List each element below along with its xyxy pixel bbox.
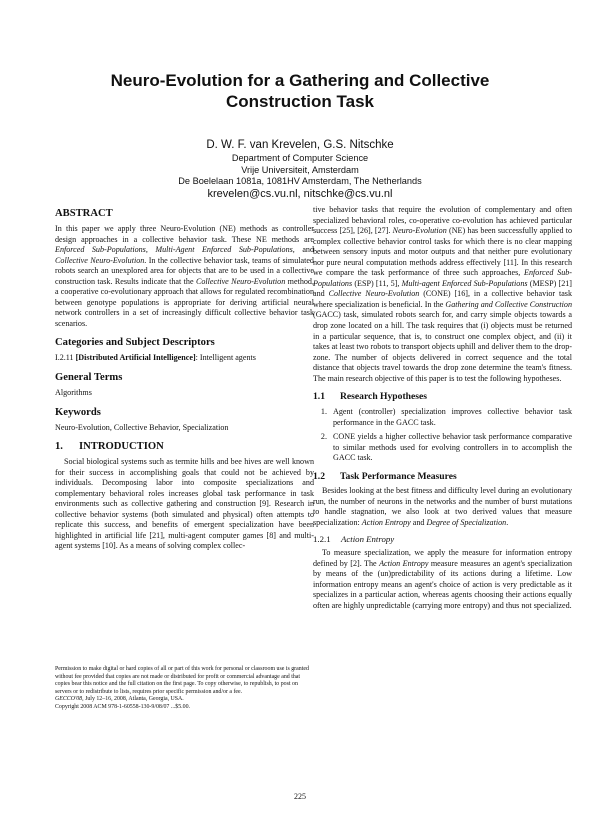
- copyright-line: Copyright 2008 ACM 978-1-60558-130-9/08/07 ...$5.00.: [55, 703, 190, 710]
- categories-heading: Categories and Subject Descriptors: [55, 337, 215, 349]
- venue-line: GECCO'08, July 12–16, 2008, Atlanta, Georgia, USA.: [55, 696, 184, 703]
- measures-text: Besides looking at the best fitness and difficulty level during an evolutionary run, the number of neurons in the networks and the number of burst mutations to handle stagnation, we also look at two derived values that measure specialization: Action Entropy and Degree of Specialization.: [313, 486, 572, 527]
- author-names: D. W. F. van Krevelen, G.S. Nitschke: [206, 139, 394, 151]
- abstract-heading: ABSTRACT: [55, 208, 113, 219]
- introduction-text: Social biological systems such as termite hills and bee hives are well known for their success in accomplishing goals that could not be achieved by individuals. Decomposing labor into composite specializations and complementary behavioral roles increases global task performance in task environments such as collective gathering and construction [9]. Research in collective behavior systems (both simulated and physical) often attempts to replicate this success, and benefits of emergent specialization have been highlighted in artificial life [21], multi-agent computer games [8] and multi-agent systems [10]. As a means of solving complex collec-: [55, 457, 314, 551]
- list-item: 2. CONE yields a higher collective behavior task performance comparative to similar methods used for evolving controllers in to accomplish the GACC task.: [329, 432, 572, 464]
- page-number: 225: [294, 792, 306, 801]
- permission-text: Permission to make digital or hard copies of all or part of this work for personal or classroom use is granted without fee provided that copies are not made or distributed for profit or commercial advantage and that copies bear this notice and the full citation on the first page. To copy otherwise, to republish, to post on servers or to redistribute to lists, requires prior specific permission and/or a fee.: [55, 666, 309, 695]
- paper-title: [60, 70, 540, 112]
- introduction-continued: tive behavior tasks that require the evolution of complementary and often specialized behavioral roles, co-operative co-evolution has achieved particular success [25], [26], [27]. Neuro-Evolution (NE) has been successfully applied to complex collective behavior control tasks for which there is no clear mapping between sensory inputs and motor outputs and that neither pure evolutionary nor pure neural computation methods address effectively [11]. In this research we compare the task performance of three such approaches, Enforced Sub-Populations (ESP) [11, 5], Multi-agent Enforced Sub-Populations (MESP) [21] and Collective Neuro-Evolution (CONE) [16], in a collective behavior task where specialization is beneficial. In the Gathering and Collective Construction (GACC) task, simulated robots search for, and carry simple objects towards a drop zone located on a hill. The task requires that (i) objects must be returned in a particular sequence, that is, to construct one complex object, and (ii) it takes at least two robots to transport objects uphill and deliver them to the drop-zone. The number of objects delivered in correct sequence and the total distance that objects travel towards the drop zone determine the team's fitness. The main research objective of this paper is to test the following hypotheses.: [313, 205, 573, 383]
- list-item: 1. Agent (controller) specialization improves collective behavior task performance in the GACC task.: [329, 407, 572, 428]
- copyright-footnote: [55, 666, 314, 712]
- measures-heading: 1.2 Task Performance Measures: [313, 471, 457, 483]
- left-column: [55, 205, 314, 552]
- abstract-text: In this paper we apply three Neuro-Evolution (NE) methods as controller design approaches in a collective behavior task. These NE methods are Enforced Sub-Populations, Multi-Agent Enforced Sub-Populations, and Collective Neuro-Evolution. In the collective behavior task, teams of simulated robots search an unexplored area for objects that are to be used in a collective construction task. Results indicate that the Collective Neuro-Evolution method, a cooperative co-evolutionary approach that allows for regulated recombination between genotype populations is appropriate for deriving artificial neural network controllers in a set of increasingly difficult collective behavior task scenarios.: [55, 224, 315, 328]
- action-entropy-text: To measure specialization, we apply the measure for information entropy defined by [2]. The Action Entropy measure measures an agent's specialization by means of the (un)predictability of its actions during a lifetime. Low information entropy means an agent's choice of action is very predictable as it specializes in a particular action, whereas agents choosing their actions equally often are highly unpredictable (carrying more entropy) and thus not specialized.: [313, 548, 573, 610]
- hypotheses-heading: 1.1 Research Hypotheses: [313, 391, 427, 403]
- general-terms-text: Algorithms: [55, 388, 92, 398]
- author-block: [100, 138, 500, 201]
- author-emails: krevelen@cs.vu.nl, nitschke@cs.vu.nl: [207, 187, 393, 200]
- categories-text: I.2.11 [Distributed Artificial Intelligence]: Intelligent agents: [55, 353, 256, 363]
- hypotheses-list: [313, 407, 572, 464]
- action-entropy-heading: 1.2.1 Action Entropy: [313, 534, 395, 545]
- keywords-heading: Keywords: [55, 406, 101, 418]
- title-line-1: Neuro-Evolution for a Gathering and Collective: [110, 71, 490, 90]
- general-terms-heading: General Terms: [55, 372, 123, 384]
- right-column: [313, 205, 572, 612]
- university: Vrije Universiteit, Amsterdam: [241, 164, 359, 175]
- address: De Boelelaan 1081a, 1081HV Amsterdam, The Netherlands: [178, 176, 422, 186]
- department: Department of Computer Science: [231, 153, 369, 163]
- keywords-text: Neuro-Evolution, Collective Behavior, Specialization: [55, 422, 229, 432]
- introduction-heading: 1. INTRODUCTION: [55, 441, 164, 453]
- title-line-2: Construction Task: [226, 92, 374, 111]
